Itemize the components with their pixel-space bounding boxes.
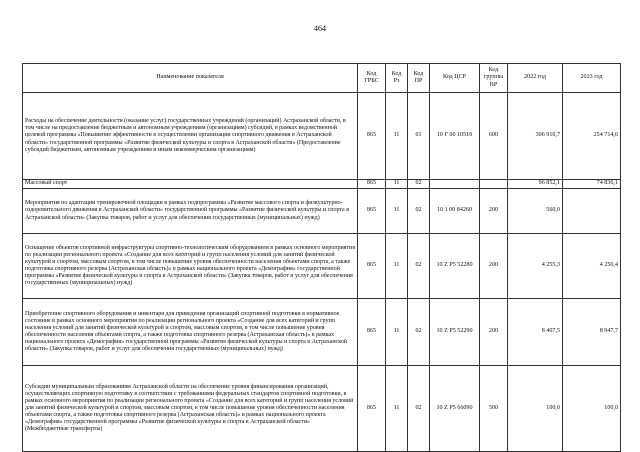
row-vr: 200 [480, 234, 508, 299]
header-rz: Код Рз [386, 64, 408, 93]
row-vr: 200 [480, 189, 508, 234]
row-2022: 100,0 [508, 366, 563, 452]
row-pr: 02 [408, 189, 430, 234]
row-pr: 02 [408, 366, 430, 452]
row-pr: 01 [408, 93, 430, 180]
table-row [23, 299, 621, 366]
row-vr: 500 [480, 366, 508, 452]
row-pr: 02 [408, 234, 430, 299]
header-name: Наименование показателя [23, 64, 358, 93]
row-grbs: 865 [358, 93, 386, 180]
row-pr: 02 [408, 299, 430, 366]
header-2023: 2023 год [563, 64, 621, 93]
row-rz: 11 [386, 189, 408, 234]
row-2022: 560,0 [508, 189, 563, 234]
row-name: Массовый спорт [23, 180, 358, 189]
row-2023: 4 256,4 [563, 234, 621, 299]
row-vr: 600 [480, 93, 508, 180]
table-row [23, 180, 621, 189]
row-csr: 10 Z P5 52290 [430, 299, 480, 366]
row-csr: 10 Г 00 10510 [430, 93, 480, 180]
row-vr [480, 180, 508, 189]
row-csr: 10 1 00 84260 [430, 189, 480, 234]
row-grbs: 865 [358, 299, 386, 366]
row-name: Приобретение спортивного оборудования и инвентаря для приведения организаций спортивной подготовки в нормативное состояние в рамках основного мероприятия по реализации регионального проекта «Создание для всех категорий и групп населения условий для занятий физической культурой и спортом, массовым спортом, в том числе повышение уровня обеспеченности населения объектами спорта, а также подготовка спортивного резерва (Астраханская область)» в рамках национального проекта «Демография» государственной программы «Развитие физической культуры и спорта в Астраханской области» (Закупка товаров, работ и услуг для обеспечения государственных (муниципальных) нужд) [23, 299, 358, 366]
row-2022: 4 255,3 [508, 234, 563, 299]
row-name: Субсидии муниципальным образованиям Астраханской области на обеспечение уровня финансирования организаций, осуществляющих спортивную подготовку в соответствии с требованиями федеральных стандартов спортивной подготовки, в рамках основного мероприятия по реализации регионального проекта «Создание для всех категорий и групп населения условий для занятий физической культурой и спортом, массовым спортом, в том числе повышение уровня обеспеченности населения объектами спорта, а также подготовка спортивного резерва (Астраханская область)» в рамках национального проекта «Демография» государственной программы «Развитие физической культуры и спорта в Астраханской области» (Межбюджетные трансферты) [23, 366, 358, 452]
budget-table [22, 63, 621, 452]
table-row [23, 189, 621, 234]
row-csr [430, 180, 480, 189]
row-rz: 11 [386, 234, 408, 299]
page-number: 464 [314, 24, 326, 33]
row-rz: 11 [386, 366, 408, 452]
header-pr: Код ПР [408, 64, 430, 93]
row-2023 [563, 189, 621, 234]
row-csr: 10 Z P5 52280 [430, 234, 480, 299]
row-2023: 100,0 [563, 366, 621, 452]
table-row [23, 366, 621, 452]
header-row [23, 64, 621, 93]
row-grbs: 865 [358, 234, 386, 299]
header-csr: Код ЦСР [430, 64, 480, 93]
row-rz: 11 [386, 93, 408, 180]
row-grbs: 865 [358, 189, 386, 234]
row-name: Оснащение объектов спортивной инфраструктуры спортивно-технологическим оборудованием в рамках основного мероприятия по реализации регионального проекта «Создание для всех категорий и групп населения условий для занятий физической культурой и спортом, массовым спортом, в том числе повышение уровня обеспеченности населения объектами спорта, а также подготовка спортивного резерва (Астраханская область)» в рамках национального проекта «Демография» государственной программы «Развитие физической культуры и спорта в Астраханской области» (Закупка товаров, работ и услуг для обеспечения государственных (муниципальных) нужд) [23, 234, 358, 299]
row-2022: 8 407,5 [508, 299, 563, 366]
row-2023: 254 714,6 [563, 93, 621, 180]
row-name: Мероприятия по адаптации тренировочной площадки в рамках подпрограммы «Развитие массового спорта и физкультурно-оздоровительного движения в Астраханской области» государственной программы «Развитие физической культуры и спорта в Астраханской области» (Закупка товаров, работ и услуг для обеспечения государственных (муниципальных) нужд) [23, 189, 358, 234]
row-grbs: 865 [358, 366, 386, 452]
header-grbs: Код ГРБС [358, 64, 386, 93]
table-row [23, 234, 621, 299]
row-pr: 02 [408, 180, 430, 189]
row-rz: 11 [386, 299, 408, 366]
header-2022: 2022 год [508, 64, 563, 93]
table-row [23, 93, 621, 180]
header-vr: Код группы ВР [480, 64, 508, 93]
row-2023: 8 947,7 [563, 299, 621, 366]
row-grbs: 865 [358, 180, 386, 189]
row-2022: 306 910,7 [508, 93, 563, 180]
row-name: Расходы на обеспечение деятельности (оказание услуг) государственных учреждений (организаций) Астраханской области, в том числе на предоставление бюджетным и автономным учреждениям (организациям) субсидий, в рамках ведомственной целевой программы «Повышение эффективности в осуществлении организации спортивного движения в Астраханской области» государственной программы «Развитие физической культуры и спорта в Астраханской области» (Предоставление субсидий бюджетным, автономным учреждениям и иным некоммерческим организациям) [23, 93, 358, 180]
row-csr: 10 Z P5 66090 [430, 366, 480, 452]
row-2023: 74 836,1 [563, 180, 621, 189]
row-vr: 200 [480, 299, 508, 366]
row-2022: 96 852,1 [508, 180, 563, 189]
row-rz: 11 [386, 180, 408, 189]
